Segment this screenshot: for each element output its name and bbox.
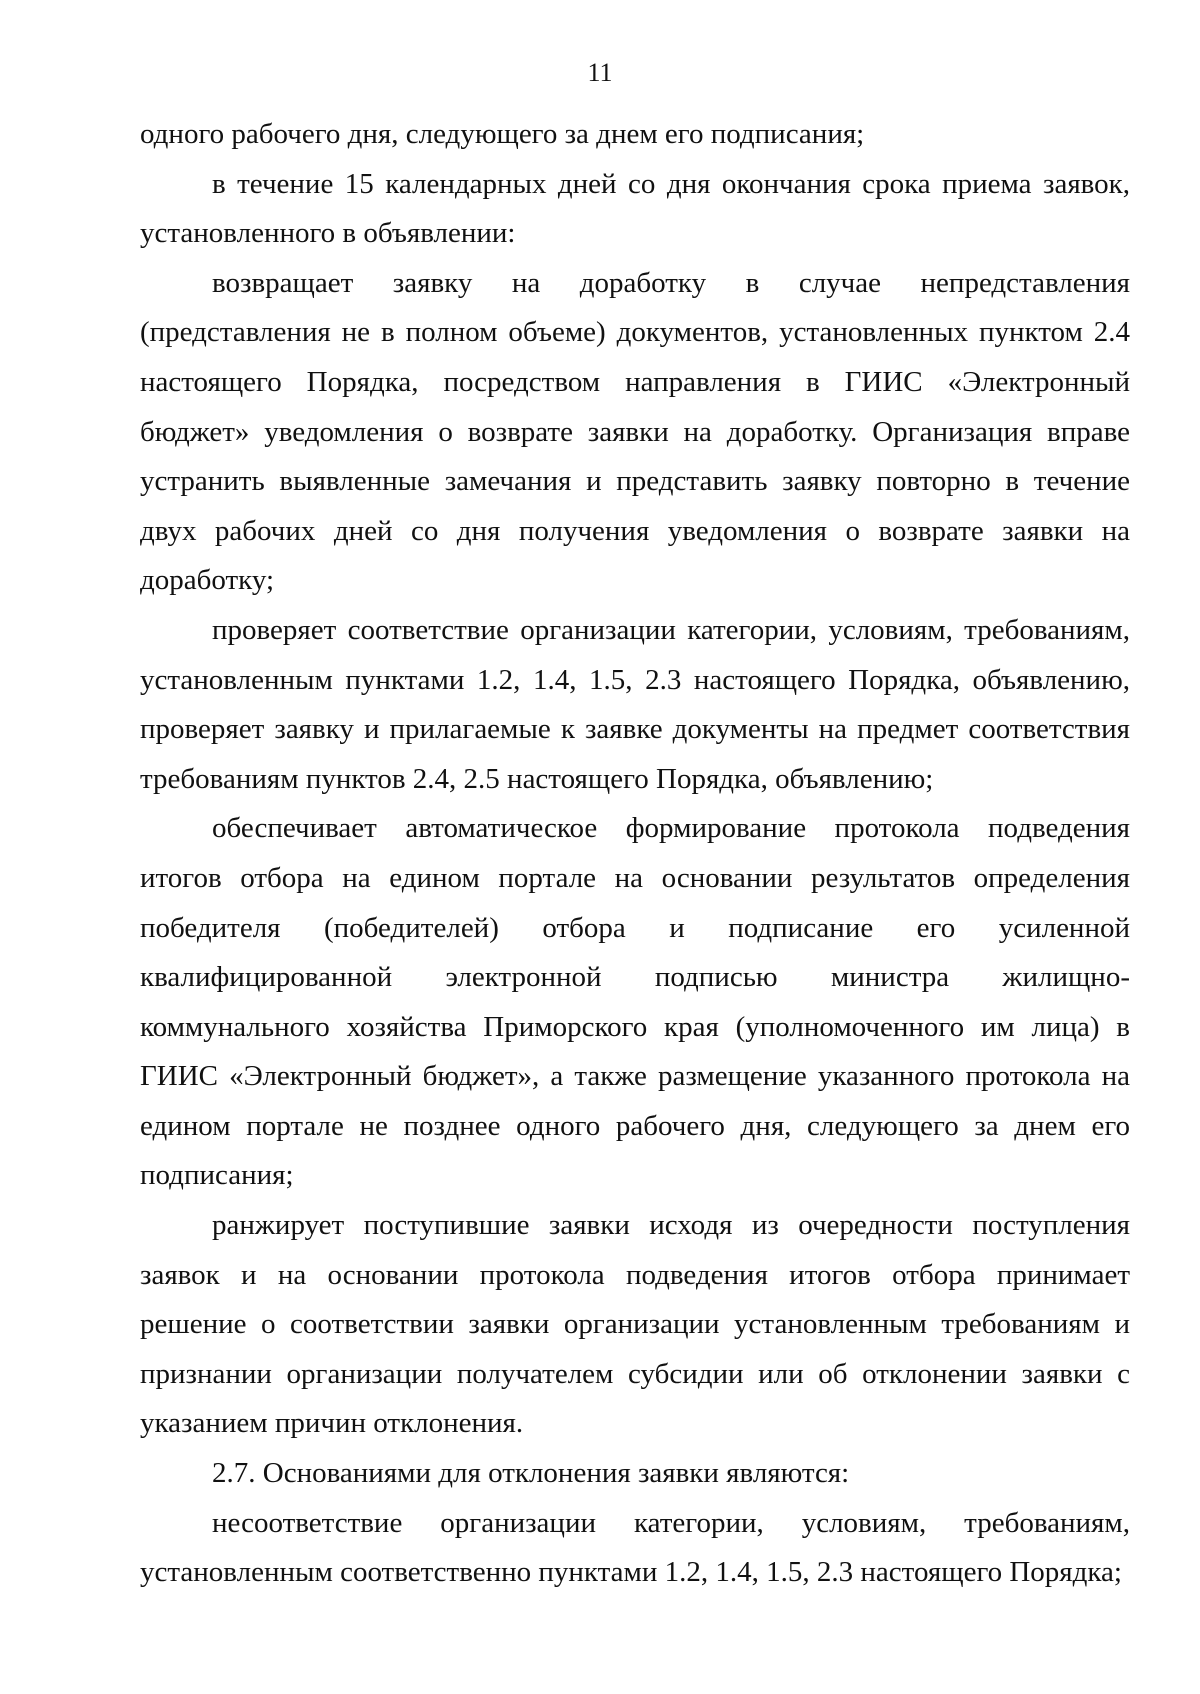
paragraph-continuation: одного рабочего дня, следующего за днем его подписания; (140, 118, 865, 150)
paragraph-ranking: ранжирует поступившие заявки исходя из очередности поступления заявок и на основании протокола подведения итогов отбора принимает решение о соответствии заявки организации установленным требованиям и признании организации получателем субсидии или об отклонении заявки с указанием причин отклонения. (140, 1209, 1130, 1440)
paragraph-nonconformity: несоответствие организации категории, условиям, требованиям, установленным соответственно пунктами 1.2, 1.4, 1.5, 2.3 настоящего Порядка; (140, 1506, 1130, 1589)
paragraph-return-for-revision: возвращает заявку на доработку в случае непредставления (представления не в полном объеме) документов, установленных пунктом 2.4 настоящего Порядка, посредством направления в ГИИС «Электронный бюджет» уведомления о возврате заявки на доработку. Организация вправе устранить выявленные замечания и представить заявку повторно в течение двух рабочих дней со дня получения уведомления о возврате заявки на доработку; (140, 266, 1130, 597)
paragraph-section-heading: 2.7. Основаниями для отклонения заявки являются: (212, 1457, 850, 1490)
paragraph-protocol-formation: обеспечивает автоматическое формирование протокола подведения итогов отбора на едином портале на основании результатов определения победителя (победителей) отбора и подписание его усиленной квалифицированной электронной подписью министра жилищно-коммунального хозяйства Приморского края (уполномоченного им лица) в ГИИС «Электронный бюджет», а также размещение указанного протокола на едином портале не позднее одного рабочего дня, следующего за днем его подписания; (140, 812, 1130, 1192)
document-body (140, 110, 1130, 1598)
paragraph-checks-compliance: проверяет соответствие организации категории, условиям, требованиям, установленным пунктами 1.2, 1.4, 1.5, 2.3 настоящего Порядка, объявлению, проверяет заявку и прилагаемые к заявке документы на предмет соответствия требованиям пунктов 2.4, 2.5 настоящего Порядка, объявлению; (140, 613, 1130, 795)
paragraph-deadline: в течение 15 календарных дней со дня окончания срока приема заявок, установленного в объявлении: (140, 167, 1130, 250)
page-number: 11 (587, 58, 613, 87)
